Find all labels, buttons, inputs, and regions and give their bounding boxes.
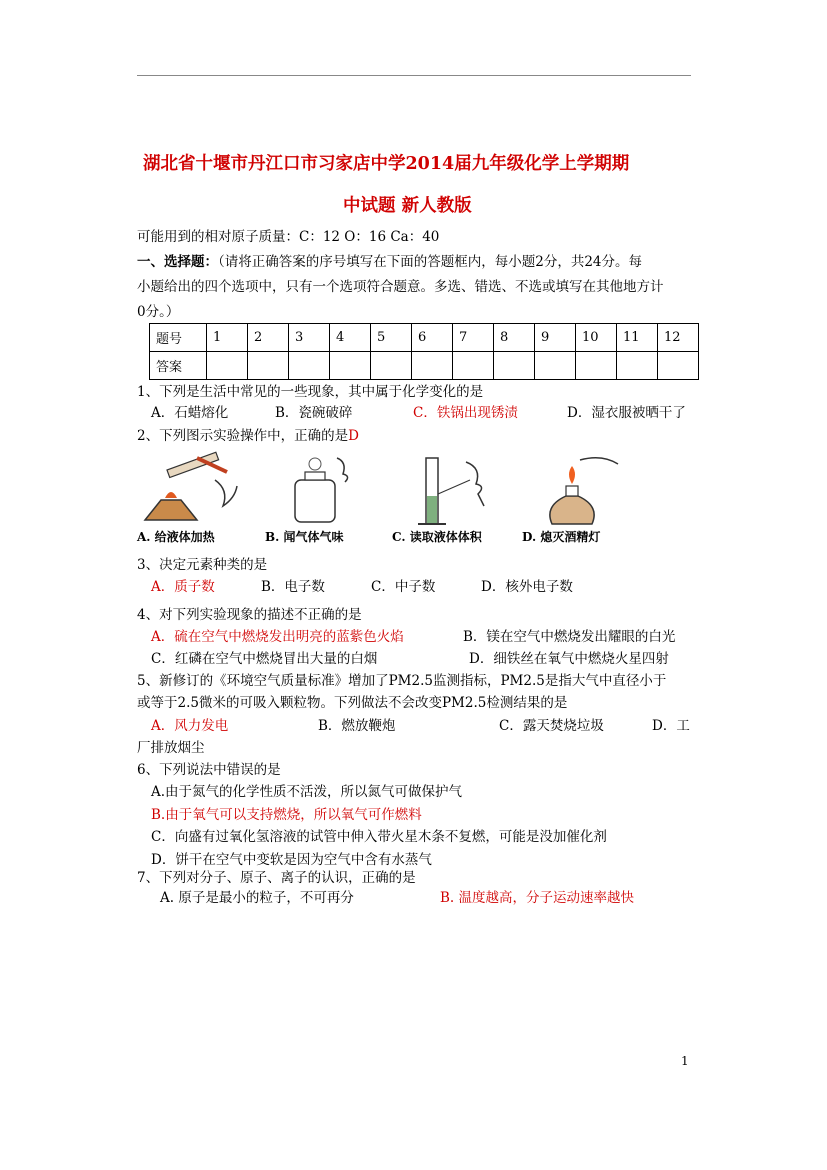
- answer-cell[interactable]: [576, 352, 617, 380]
- answer-cell[interactable]: [494, 352, 535, 380]
- section1-intro: [137, 253, 642, 271]
- figure-extinguish-lamp: [522, 450, 642, 545]
- figure-heating-liquid: [137, 450, 257, 545]
- q5-option-d-cont: 厂排放烟尘: [137, 740, 205, 756]
- table-number: 12: [658, 324, 699, 352]
- answer-table: [149, 323, 699, 380]
- q3-option-c: C．中子数: [371, 579, 436, 595]
- table-header-answer: 答案: [150, 352, 207, 380]
- answer-cell[interactable]: [535, 352, 576, 380]
- q5-line2: 或等于2.5微米的可吸入颗粒物。下列做法不会改变PM2.5检测结果的是: [137, 695, 568, 711]
- table-number: 2: [248, 324, 289, 352]
- page-title-line1: 湖北省十堰市丹江口市习家店中学2014届九年级化学上学期期: [143, 154, 630, 174]
- q3-option-d: D．核外电子数: [481, 579, 573, 595]
- atomic-mass-note: 可能用到的相对原子质量：C：12 O：16 Ca：40: [137, 229, 440, 245]
- q7-option-a: A. 原子是最小的粒子，不可再分: [160, 890, 354, 906]
- heating-liquid-illustration: [137, 450, 257, 528]
- q6-stem: 6、下列说法中错误的是: [137, 762, 281, 778]
- table-number: 1: [207, 324, 248, 352]
- answer-cell[interactable]: [617, 352, 658, 380]
- reading-volume-illustration: [392, 450, 512, 528]
- q6-option-a: A.由于氮气的化学性质不活泼，所以氮气可做保护气: [151, 784, 463, 800]
- q1-option-c: C．铁锅出现锈渍: [413, 405, 518, 421]
- q3-stem: 3、决定元素种类的是: [137, 557, 268, 573]
- q3-option-a: A．质子数: [151, 579, 215, 595]
- table-number: 8: [494, 324, 535, 352]
- table-number: 9: [535, 324, 576, 352]
- q4-option-d: D．细铁丝在氧气中燃烧火星四射: [469, 651, 669, 667]
- figure-caption-b: B. 闻气体气味: [265, 530, 344, 544]
- q5-option-c: C．露天焚烧垃圾: [499, 718, 604, 734]
- table-number: 4: [330, 324, 371, 352]
- table-number: 6: [412, 324, 453, 352]
- q1-option-b: B．瓷碗破碎: [275, 405, 353, 421]
- figure-caption-a: A. 给液体加热: [137, 530, 215, 544]
- q2-stem-text: 2、下列图示实验操作中，正确的是: [137, 428, 349, 444]
- table-number: 5: [371, 324, 412, 352]
- page-number: 1: [681, 1054, 689, 1068]
- q5-option-d: D．工: [652, 718, 690, 734]
- answer-cell[interactable]: [330, 352, 371, 380]
- answer-cell[interactable]: [371, 352, 412, 380]
- table-number: 10: [576, 324, 617, 352]
- q1-stem: 1、下列是生活中常见的一些现象，其中属于化学变化的是: [137, 384, 484, 400]
- q1-option-d: D．湿衣服被晒干了: [567, 405, 686, 421]
- answer-cell[interactable]: [207, 352, 248, 380]
- answer-table-answer-row: [150, 352, 699, 380]
- q4-option-b: B．镁在空气中燃烧发出耀眼的白光: [463, 629, 676, 645]
- figure-caption-c: C. 读取液体体积: [392, 530, 482, 544]
- q7-option-b: B. 温度越高，分子运动速率越快: [440, 890, 635, 906]
- q2-stem: [137, 427, 359, 445]
- q5-line1: 5、新修订的《环境空气质量标准》增加了PM2.5监测指标，PM2.5是指大气中直径小于: [137, 673, 667, 689]
- q5-option-b: B．燃放鞭炮: [318, 718, 396, 734]
- page-title-line2: 中试题 新人教版: [343, 196, 472, 216]
- q6-option-d: D．饼干在空气中变软是因为空气中含有水蒸气: [151, 852, 432, 868]
- table-header-number: 题号: [150, 324, 207, 352]
- q7-stem: 7、下列对分子、原子、离子的认识，正确的是: [137, 870, 416, 886]
- q5-option-a: A．风力发电: [151, 718, 229, 734]
- answer-cell[interactable]: [453, 352, 494, 380]
- answer-cell[interactable]: [289, 352, 330, 380]
- q4-option-a: A．硫在空气中燃烧发出明亮的蓝紫色火焰: [151, 629, 404, 645]
- q4-option-c: C．红磷在空气中燃烧冒出大量的白烟: [151, 651, 378, 667]
- answer-cell[interactable]: [248, 352, 289, 380]
- section1-line2: 小题给出的四个选项中，只有一个选项符合题意。多选、错选、不选或填写在其他地方计: [137, 279, 664, 295]
- table-number: 11: [617, 324, 658, 352]
- figure-caption-d: D. 熄灭酒精灯: [522, 530, 601, 544]
- section1-line3: 0分。）: [137, 304, 180, 320]
- section1-label: 一、选择题：: [137, 254, 218, 270]
- answer-cell[interactable]: [658, 352, 699, 380]
- q2-answer: D: [348, 428, 359, 444]
- smelling-gas-illustration: [265, 450, 385, 528]
- table-number: 3: [289, 324, 330, 352]
- q6-option-c: C．向盛有过氧化氢溶液的试管中伸入带火星木条不复燃，可能是没加催化剂: [151, 829, 607, 845]
- answer-cell[interactable]: [412, 352, 453, 380]
- extinguish-lamp-illustration: [522, 450, 642, 528]
- answer-table-header-row: [150, 324, 699, 352]
- q3-option-b: B．电子数: [261, 579, 325, 595]
- header-rule: [137, 75, 691, 76]
- figure-reading-volume: [392, 450, 512, 545]
- section1-text: （请将正确答案的序号填写在下面的答题框内，每小题2分，共24分。每: [218, 254, 643, 270]
- q6-option-b: B.由于氧气可以支持燃烧，所以氧气可作燃料: [151, 807, 422, 823]
- table-number: 7: [453, 324, 494, 352]
- q4-stem: 4、对下列实验现象的描述不正确的是: [137, 607, 362, 623]
- q1-option-a: A．石蜡熔化: [151, 405, 229, 421]
- figure-smelling-gas: [265, 450, 385, 545]
